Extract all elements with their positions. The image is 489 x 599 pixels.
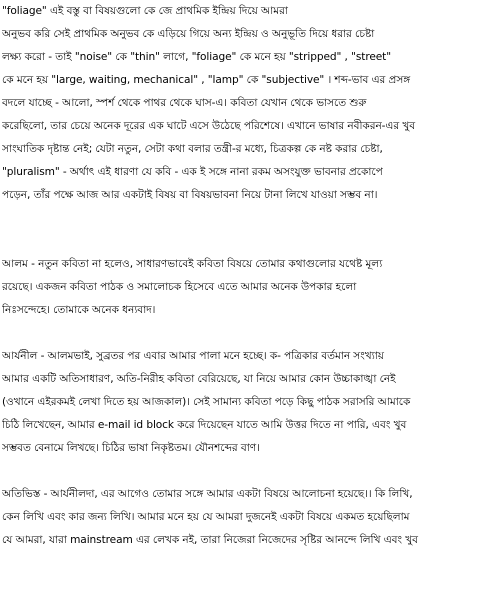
paragraph bbox=[2, 345, 487, 460]
text-line: আলম - নতুন কবিতা না হলেও, সাধারণভাবেই কবিতা বিষয়ে তোমার কথাগুলোর যথেষ্ট মূল্য bbox=[2, 258, 383, 270]
text-line: অনুভব করি সেই প্রাথমিক অনুভব কে এড়িয়ে গিয়ে অন্য ইন্দ্রিয় ও অনুভূতি দিয়ে ধরার চেষ্টা bbox=[2, 28, 375, 40]
paragraph bbox=[2, 483, 487, 552]
text-line: "foliage" এই বস্তু বা বিষয়গুলো কে জে প্রাথমিক ইন্দ্রিয় দিয়ে আমরা bbox=[2, 5, 288, 17]
paragraph-gap bbox=[2, 322, 487, 345]
text-line: অতিভিস্ত - আর্যনীলদা, এর আগেও তোমার সঙ্গে আমার একটা বিষয়ে আলোচনা হয়েছে।। কি লিখি, bbox=[2, 488, 413, 500]
text-line: যে আমরা, যারা mainstream এর লেখক নই, তারা নিজেরা নিজেদের সৃষ্টির আনন্দে লিখি এবং খুব bbox=[2, 534, 418, 546]
text-line: কে মনে হয় "large, waiting, mechanical" , "lamp" কে "subjective" । শব্দ-ভাব এর প্রসঙ্গ bbox=[2, 74, 411, 86]
text-line: "pluralism" - অর্থাৎ এই ধারণা যে কবি - এক ই সঙ্গে নানা রকম অসংযুক্ত ভাবনার প্রকোপে bbox=[2, 166, 383, 178]
text-line: পড়েন, তাঁর পক্ষে আজ আর একটাই বিষয় বা বিষয়ভাবনা নিয়ে টানা লিখে যাওয়া সম্ভব না। bbox=[2, 189, 378, 201]
document-body bbox=[2, 0, 487, 552]
text-line: বদলে যাচ্ছে - আলো, স্পর্শ থেকে পাথর থেকে ঘাস-এ। কবিতা যেখান থেকে ভাসতে শুরু bbox=[2, 97, 367, 109]
text-line: আর্যনীল - আলমভাই, সুব্রতর পর এবার আমার পালা মনে হচ্ছে। ক- পত্রিকার বর্তমান সংখ্যায় bbox=[2, 350, 384, 362]
text-line: নিঃসন্দেহে। তোমাকে অনেক ধন্যবাদ। bbox=[2, 304, 156, 316]
text-line: সম্ভবত বেনামে লিখছে। চিঠির ভাষা নিকৃষ্টতম। যৌনশব্দের বাণ। bbox=[2, 442, 260, 454]
text-line: করেছিলো, তার চেয়ে অনেক দূরের এক ঘাটে এসে উঠেছে পরিশেষে। এখানে ভাষার নবীকরন-এর খুব bbox=[2, 120, 416, 132]
text-line: চিঠি লিখেছেন, আমার e-mail id block করে দিয়েছেন যাতে আমি উত্তর দিতে না পারি, এবং খুব bbox=[2, 419, 407, 431]
paragraph-gap bbox=[2, 207, 487, 230]
text-line: লক্ষ্য করো - তাই "noise" কে "thin" লাগে, "foliage" কে মনে হয় "stripped" , "street" bbox=[2, 51, 392, 63]
paragraph bbox=[2, 253, 487, 322]
text-line: সাংঘাতিক দৃষ্টান্ত নেই; যেটা নতুন, সেটা কথা বলার তন্ত্রী-র মধ্যে, চিত্রকল্প কে নষ্ট করার চেষ্টা, bbox=[2, 143, 383, 155]
text-line: আমার একটি অতিসাধারণ, অতি-নিরীহ কবিতা বেরিয়েছে, যা নিয়ে আমার কোন উচ্চাকাঙ্খা নেই bbox=[2, 373, 396, 385]
paragraph bbox=[2, 0, 487, 207]
text-line: রয়েছে। একজন কবিতা পাঠক ও সমালোচক হিসেবে এতে আমার অনেক উপকার হলো bbox=[2, 281, 357, 293]
paragraph-gap bbox=[2, 460, 487, 483]
paragraph-gap bbox=[2, 230, 487, 253]
text-line: (ওখানে এইরকমই লেখা দিতে হয় আজকাল)। সেই সামান্য কবিতা পড়ে কিছু পাঠক সরাসরি আমাকে bbox=[2, 396, 411, 408]
text-line: কেন লিখি এবং কার জন্য লিখি। আমার মনে হয় যে আমরা দুজনেই একটা বিষয়ে একমত হয়েছিলাম bbox=[2, 511, 410, 523]
